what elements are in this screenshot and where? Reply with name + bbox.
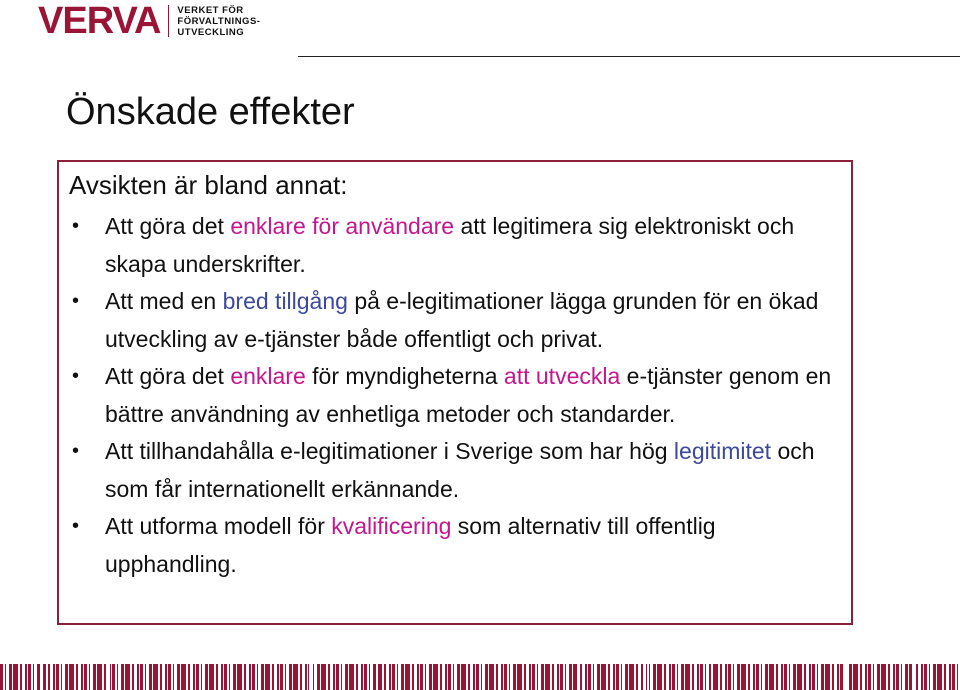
highlighted-text: kvalificering	[331, 513, 452, 539]
logo-subtitle	[177, 5, 260, 38]
slide-title: Önskade effekter	[66, 91, 355, 133]
bullet-dot-icon: •	[72, 215, 80, 237]
logo-subtitle-line: FÖRVALTNINGS-	[177, 15, 261, 27]
highlighted-text: legitimitet	[673, 438, 772, 464]
verva-logo	[38, 0, 260, 42]
bullet-text: Att med en	[105, 288, 223, 314]
bullet-text: som alternativ till offentlig upphandling.	[105, 513, 716, 577]
bullet-text: för myndigheterna	[305, 363, 504, 389]
bullet-item	[59, 283, 839, 358]
bullet-text: Att utforma modell för	[105, 513, 332, 539]
bullet-text: att legitimera sig elektroniskt och skapa underskrifter.	[105, 213, 795, 277]
bullet-item	[59, 208, 839, 283]
bullet-dot-icon: •	[72, 515, 80, 537]
bullet-dot-icon: •	[72, 365, 80, 387]
logo-divider	[168, 5, 169, 37]
bullet-text: e-tjänster genom en bättre användning av enhetliga metoder och standarder.	[105, 363, 832, 427]
bullet-list	[59, 208, 839, 583]
bullet-item	[59, 433, 839, 508]
bullet-text: och som får internationellt erkännande.	[105, 438, 815, 502]
highlighted-text: bred tillgång	[222, 288, 348, 314]
bullet-item	[59, 508, 839, 583]
intro-text: Avsikten är bland annat:	[69, 170, 348, 200]
bullet-dot-icon: •	[72, 290, 80, 312]
highlighted-text: att utveckla	[503, 363, 621, 389]
footer-stripe	[0, 664, 960, 690]
content-box	[57, 160, 853, 625]
header-rule	[298, 56, 960, 57]
bullet-text: Att tillhandahålla e-legitimationer i Sverige som har hög	[105, 438, 674, 464]
bullet-item	[59, 358, 839, 433]
bullet-text: Att göra det	[105, 363, 231, 389]
highlighted-text: enklare	[230, 363, 306, 389]
highlighted-text: enklare för användare	[230, 213, 455, 239]
logo-subtitle-line: UTVECKLING	[177, 26, 245, 38]
bullet-dot-icon: •	[72, 440, 80, 462]
logo-wordmark: VERVA	[38, 0, 161, 42]
bullet-text: Att göra det	[105, 213, 231, 239]
bullet-text: på e-legitimationer lägga grunden för en ökad utveckling av e-tjänster både offentligt och privat.	[105, 288, 819, 352]
logo-subtitle-line: VERKET FÖR	[177, 4, 244, 16]
